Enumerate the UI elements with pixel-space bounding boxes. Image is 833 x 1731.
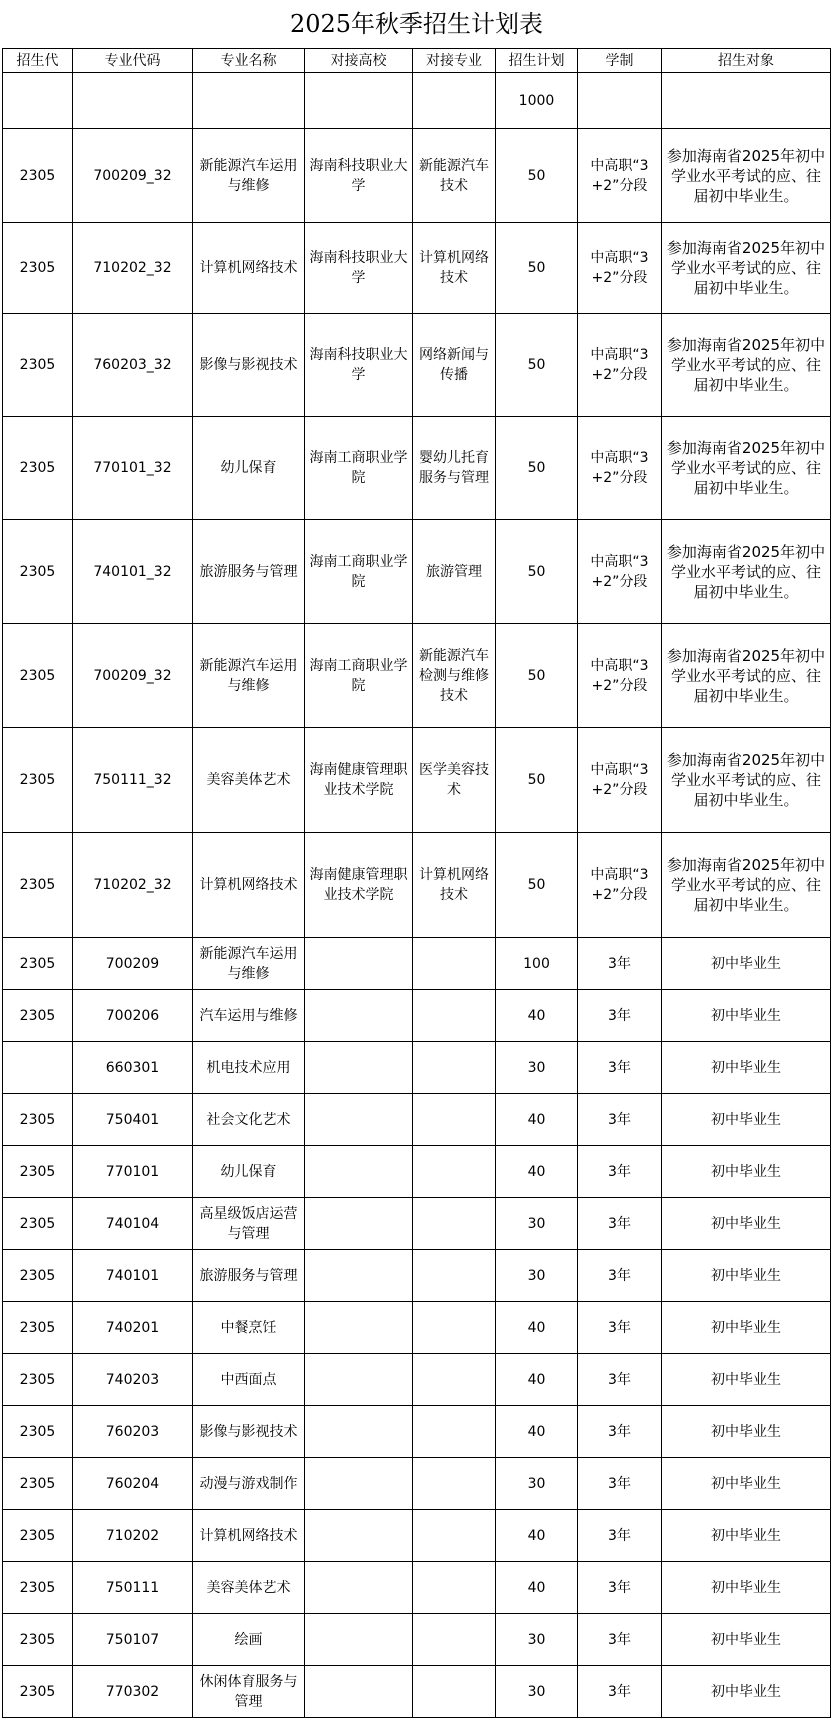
- cell-college-major: 计算机网络技术: [413, 223, 496, 314]
- cell-major: 美容美体艺术: [193, 1562, 305, 1614]
- cell-duration: 3年: [578, 1562, 662, 1614]
- cell-major-code: [73, 73, 193, 129]
- cell-code: 2305: [3, 223, 73, 314]
- cell-duration: 3年: [578, 938, 662, 990]
- table-row: [3, 129, 831, 223]
- cell-target: 参加海南省2025年初中学业水平考试的应、往届初中毕业生。: [662, 129, 831, 223]
- cell-target: 初中毕业生: [662, 1146, 831, 1198]
- cell-college: [305, 73, 413, 129]
- cell-duration: 3年: [578, 1250, 662, 1302]
- cell-plan: 40: [496, 1094, 578, 1146]
- cell-duration: 中高职“3+2”分段: [578, 520, 662, 624]
- cell-college: [305, 938, 413, 990]
- cell-target: 初中毕业生: [662, 1302, 831, 1354]
- cell-code: 2305: [3, 1146, 73, 1198]
- cell-major-code: 740101_32: [73, 520, 193, 624]
- cell-major: 动漫与游戏制作: [193, 1458, 305, 1510]
- header-cell: 专业代码: [73, 49, 193, 73]
- cell-major: 社会文化艺术: [193, 1094, 305, 1146]
- cell-college: 海南工商职业学院: [305, 417, 413, 520]
- cell-major-code: 710202_32: [73, 833, 193, 938]
- cell-college: [305, 1146, 413, 1198]
- cell-major-code: 760204: [73, 1458, 193, 1510]
- cell-plan: 40: [496, 1302, 578, 1354]
- cell-major-code: 740203: [73, 1354, 193, 1406]
- header-cell: 对接高校: [305, 49, 413, 73]
- cell-plan: 40: [496, 1510, 578, 1562]
- cell-college-major: 医学美容技术: [413, 728, 496, 833]
- cell-college-major: 网络新闻与传播: [413, 314, 496, 417]
- cell-major: 美容美体艺术: [193, 728, 305, 833]
- cell-major: 中西面点: [193, 1354, 305, 1406]
- cell-code: 2305: [3, 520, 73, 624]
- cell-college: [305, 1198, 413, 1250]
- cell-major: 旅游服务与管理: [193, 1250, 305, 1302]
- cell-college-major: [413, 1094, 496, 1146]
- cell-college: [305, 1406, 413, 1458]
- cell-target: 初中毕业生: [662, 1250, 831, 1302]
- cell-major: [193, 73, 305, 129]
- cell-duration: 3年: [578, 1406, 662, 1458]
- cell-college: 海南工商职业学院: [305, 624, 413, 728]
- cell-college-major: [413, 1406, 496, 1458]
- cell-code: 2305: [3, 833, 73, 938]
- cell-code: 2305: [3, 1354, 73, 1406]
- cell-major: 新能源汽车运用与维修: [193, 938, 305, 990]
- header-cell: 对接专业: [413, 49, 496, 73]
- header-cell: 招生代: [3, 49, 73, 73]
- cell-college: [305, 1458, 413, 1510]
- cell-code: 2305: [3, 728, 73, 833]
- table-row: [3, 520, 831, 624]
- header-cell: 学制: [578, 49, 662, 73]
- cell-total-plan: 1000: [496, 73, 578, 129]
- cell-code: 2305: [3, 1198, 73, 1250]
- cell-college-major: [413, 1354, 496, 1406]
- cell-plan: 30: [496, 1458, 578, 1510]
- cell-target: 参加海南省2025年初中学业水平考试的应、往届初中毕业生。: [662, 624, 831, 728]
- cell-plan: 50: [496, 520, 578, 624]
- cell-code: 2305: [3, 1406, 73, 1458]
- cell-plan: 40: [496, 1406, 578, 1458]
- cell-college: 海南健康管理职业技术学院: [305, 833, 413, 938]
- cell-target: 初中毕业生: [662, 1614, 831, 1666]
- cell-college-major: [413, 1146, 496, 1198]
- table-row: [3, 314, 831, 417]
- cell-plan: 50: [496, 129, 578, 223]
- cell-duration: 中高职“3+2”分段: [578, 728, 662, 833]
- cell-college-major: 新能源汽车技术: [413, 129, 496, 223]
- cell-major-code: 700209_32: [73, 624, 193, 728]
- header-cell: 专业名称: [193, 49, 305, 73]
- cell-code: 2305: [3, 1510, 73, 1562]
- cell-plan: 40: [496, 1146, 578, 1198]
- cell-college: [305, 1562, 413, 1614]
- cell-major: 计算机网络技术: [193, 833, 305, 938]
- cell-duration: 3年: [578, 990, 662, 1042]
- cell-major-code: 740101: [73, 1250, 193, 1302]
- table-row: [3, 1042, 831, 1094]
- cell-code: 2305: [3, 1614, 73, 1666]
- cell-target: 参加海南省2025年初中学业水平考试的应、往届初中毕业生。: [662, 417, 831, 520]
- cell-code: 2305: [3, 990, 73, 1042]
- cell-duration: 3年: [578, 1666, 662, 1718]
- cell-college: [305, 1094, 413, 1146]
- cell-code: 2305: [3, 417, 73, 520]
- table-row: [3, 1250, 831, 1302]
- cell-duration: 中高职“3+2”分段: [578, 833, 662, 938]
- cell-college-major: 计算机网络技术: [413, 833, 496, 938]
- cell-plan: 100: [496, 938, 578, 990]
- cell-duration: 中高职“3+2”分段: [578, 417, 662, 520]
- cell-major: 新能源汽车运用与维修: [193, 129, 305, 223]
- table-row: [3, 1666, 831, 1718]
- table-row: [3, 1302, 831, 1354]
- cell-plan: 50: [496, 314, 578, 417]
- cell-duration: 中高职“3+2”分段: [578, 129, 662, 223]
- cell-major-code: 740104: [73, 1198, 193, 1250]
- cell-college: 海南科技职业大学: [305, 129, 413, 223]
- cell-target: 参加海南省2025年初中学业水平考试的应、往届初中毕业生。: [662, 520, 831, 624]
- cell-code: 2305: [3, 1302, 73, 1354]
- cell-college-major: [413, 1562, 496, 1614]
- cell-college-major: [413, 1198, 496, 1250]
- cell-target: 初中毕业生: [662, 1562, 831, 1614]
- cell-major: 计算机网络技术: [193, 223, 305, 314]
- cell-major-code: 750401: [73, 1094, 193, 1146]
- table-row: [3, 1458, 831, 1510]
- cell-plan: 30: [496, 1198, 578, 1250]
- cell-college: [305, 1042, 413, 1094]
- cell-duration: 3年: [578, 1458, 662, 1510]
- cell-code: 2305: [3, 1562, 73, 1614]
- cell-college-major: [413, 1250, 496, 1302]
- cell-duration: 中高职“3+2”分段: [578, 624, 662, 728]
- cell-college: [305, 1354, 413, 1406]
- cell-target: 初中毕业生: [662, 1198, 831, 1250]
- cell-major-code: 770302: [73, 1666, 193, 1718]
- cell-major: 影像与影视技术: [193, 314, 305, 417]
- cell-target: 初中毕业生: [662, 1510, 831, 1562]
- cell-major-code: 760203: [73, 1406, 193, 1458]
- table-row: [3, 833, 831, 938]
- table-row: [3, 624, 831, 728]
- cell-target: 初中毕业生: [662, 1094, 831, 1146]
- cell-duration: 3年: [578, 1510, 662, 1562]
- cell-major: 休闲体育服务与管理: [193, 1666, 305, 1718]
- cell-college-major: [413, 73, 496, 129]
- enrollment-plan-table: [2, 48, 831, 1718]
- cell-college: [305, 1302, 413, 1354]
- cell-college: [305, 990, 413, 1042]
- table-row: [3, 1094, 831, 1146]
- cell-major-code: 770101: [73, 1146, 193, 1198]
- cell-major-code: 750111: [73, 1562, 193, 1614]
- cell-college: 海南健康管理职业技术学院: [305, 728, 413, 833]
- table-row: [3, 1354, 831, 1406]
- cell-plan: 40: [496, 1562, 578, 1614]
- table-row: [3, 938, 831, 990]
- cell-major-code: 710202: [73, 1510, 193, 1562]
- table-row: [3, 1614, 831, 1666]
- cell-code: [3, 1042, 73, 1094]
- cell-college-major: 新能源汽车检测与维修技术: [413, 624, 496, 728]
- cell-major-code: 700209: [73, 938, 193, 990]
- cell-major: 影像与影视技术: [193, 1406, 305, 1458]
- cell-major-code: 750107: [73, 1614, 193, 1666]
- cell-code: 2305: [3, 314, 73, 417]
- table-row: [3, 1562, 831, 1614]
- cell-target: [662, 73, 831, 129]
- cell-plan: 50: [496, 624, 578, 728]
- table-row: [3, 990, 831, 1042]
- cell-college: 海南科技职业大学: [305, 314, 413, 417]
- cell-target: 初中毕业生: [662, 990, 831, 1042]
- cell-code: 2305: [3, 624, 73, 728]
- cell-target: 初中毕业生: [662, 938, 831, 990]
- cell-college-major: [413, 1458, 496, 1510]
- cell-duration: 3年: [578, 1042, 662, 1094]
- cell-major: 汽车运用与维修: [193, 990, 305, 1042]
- cell-target: 初中毕业生: [662, 1458, 831, 1510]
- cell-target: 参加海南省2025年初中学业水平考试的应、往届初中毕业生。: [662, 314, 831, 417]
- header-row: [3, 49, 831, 73]
- cell-college-major: [413, 1302, 496, 1354]
- table-row: [3, 728, 831, 833]
- cell-college-major: [413, 990, 496, 1042]
- cell-college: [305, 1666, 413, 1718]
- cell-code: 2305: [3, 1458, 73, 1510]
- cell-college: [305, 1614, 413, 1666]
- cell-duration: 3年: [578, 1354, 662, 1406]
- cell-target: 参加海南省2025年初中学业水平考试的应、往届初中毕业生。: [662, 833, 831, 938]
- page-title: 2025年秋季招生计划表: [289, 10, 544, 38]
- cell-duration: 中高职“3+2”分段: [578, 223, 662, 314]
- cell-major: 计算机网络技术: [193, 1510, 305, 1562]
- table-row: [3, 1406, 831, 1458]
- cell-plan: 30: [496, 1042, 578, 1094]
- cell-target: 参加海南省2025年初中学业水平考试的应、往届初中毕业生。: [662, 728, 831, 833]
- cell-college: [305, 1510, 413, 1562]
- cell-major-code: 740201: [73, 1302, 193, 1354]
- cell-code: 2305: [3, 129, 73, 223]
- cell-plan: 40: [496, 990, 578, 1042]
- cell-college-major: [413, 938, 496, 990]
- cell-plan: 30: [496, 1614, 578, 1666]
- header-cell: 招生计划: [496, 49, 578, 73]
- table-row: [3, 1198, 831, 1250]
- cell-target: 初中毕业生: [662, 1666, 831, 1718]
- cell-college: [305, 1250, 413, 1302]
- cell-code: 2305: [3, 1094, 73, 1146]
- total-row: [3, 73, 831, 129]
- cell-plan: 40: [496, 1354, 578, 1406]
- cell-target: 初中毕业生: [662, 1406, 831, 1458]
- cell-code: 2305: [3, 938, 73, 990]
- cell-major-code: 700206: [73, 990, 193, 1042]
- cell-major: 幼儿保育: [193, 1146, 305, 1198]
- cell-plan: 50: [496, 833, 578, 938]
- cell-college-major: [413, 1666, 496, 1718]
- table-row: [3, 417, 831, 520]
- cell-duration: 3年: [578, 1094, 662, 1146]
- table-row: [3, 1510, 831, 1562]
- cell-duration: 3年: [578, 1614, 662, 1666]
- table-row: [3, 1146, 831, 1198]
- cell-college-major: [413, 1510, 496, 1562]
- cell-duration: 3年: [578, 1146, 662, 1198]
- cell-code: 2305: [3, 1250, 73, 1302]
- header-cell: 招生对象: [662, 49, 831, 73]
- cell-code: [3, 73, 73, 129]
- cell-duration: [578, 73, 662, 129]
- cell-major: 机电技术应用: [193, 1042, 305, 1094]
- cell-major: 旅游服务与管理: [193, 520, 305, 624]
- table-row: [3, 223, 831, 314]
- cell-major-code: 750111_32: [73, 728, 193, 833]
- cell-major: 新能源汽车运用与维修: [193, 624, 305, 728]
- cell-major-code: 700209_32: [73, 129, 193, 223]
- cell-plan: 50: [496, 417, 578, 520]
- cell-target: 参加海南省2025年初中学业水平考试的应、往届初中毕业生。: [662, 223, 831, 314]
- cell-target: 初中毕业生: [662, 1354, 831, 1406]
- cell-college-major: [413, 1614, 496, 1666]
- cell-target: 初中毕业生: [662, 1042, 831, 1094]
- cell-duration: 3年: [578, 1302, 662, 1354]
- cell-college: 海南科技职业大学: [305, 223, 413, 314]
- cell-major: 高星级饭店运营与管理: [193, 1198, 305, 1250]
- cell-code: 2305: [3, 1666, 73, 1718]
- cell-major: 绘画: [193, 1614, 305, 1666]
- cell-major: 中餐烹饪: [193, 1302, 305, 1354]
- cell-college-major: 婴幼儿托育服务与管理: [413, 417, 496, 520]
- cell-duration: 3年: [578, 1198, 662, 1250]
- cell-major-code: 710202_32: [73, 223, 193, 314]
- cell-plan: 30: [496, 1250, 578, 1302]
- cell-major-code: 660301: [73, 1042, 193, 1094]
- cell-college: 海南工商职业学院: [305, 520, 413, 624]
- cell-plan: 50: [496, 223, 578, 314]
- cell-major-code: 760203_32: [73, 314, 193, 417]
- cell-college-major: [413, 1042, 496, 1094]
- cell-plan: 50: [496, 728, 578, 833]
- cell-plan: 30: [496, 1666, 578, 1718]
- cell-duration: 中高职“3+2”分段: [578, 314, 662, 417]
- cell-major-code: 770101_32: [73, 417, 193, 520]
- cell-college-major: 旅游管理: [413, 520, 496, 624]
- cell-major: 幼儿保育: [193, 417, 305, 520]
